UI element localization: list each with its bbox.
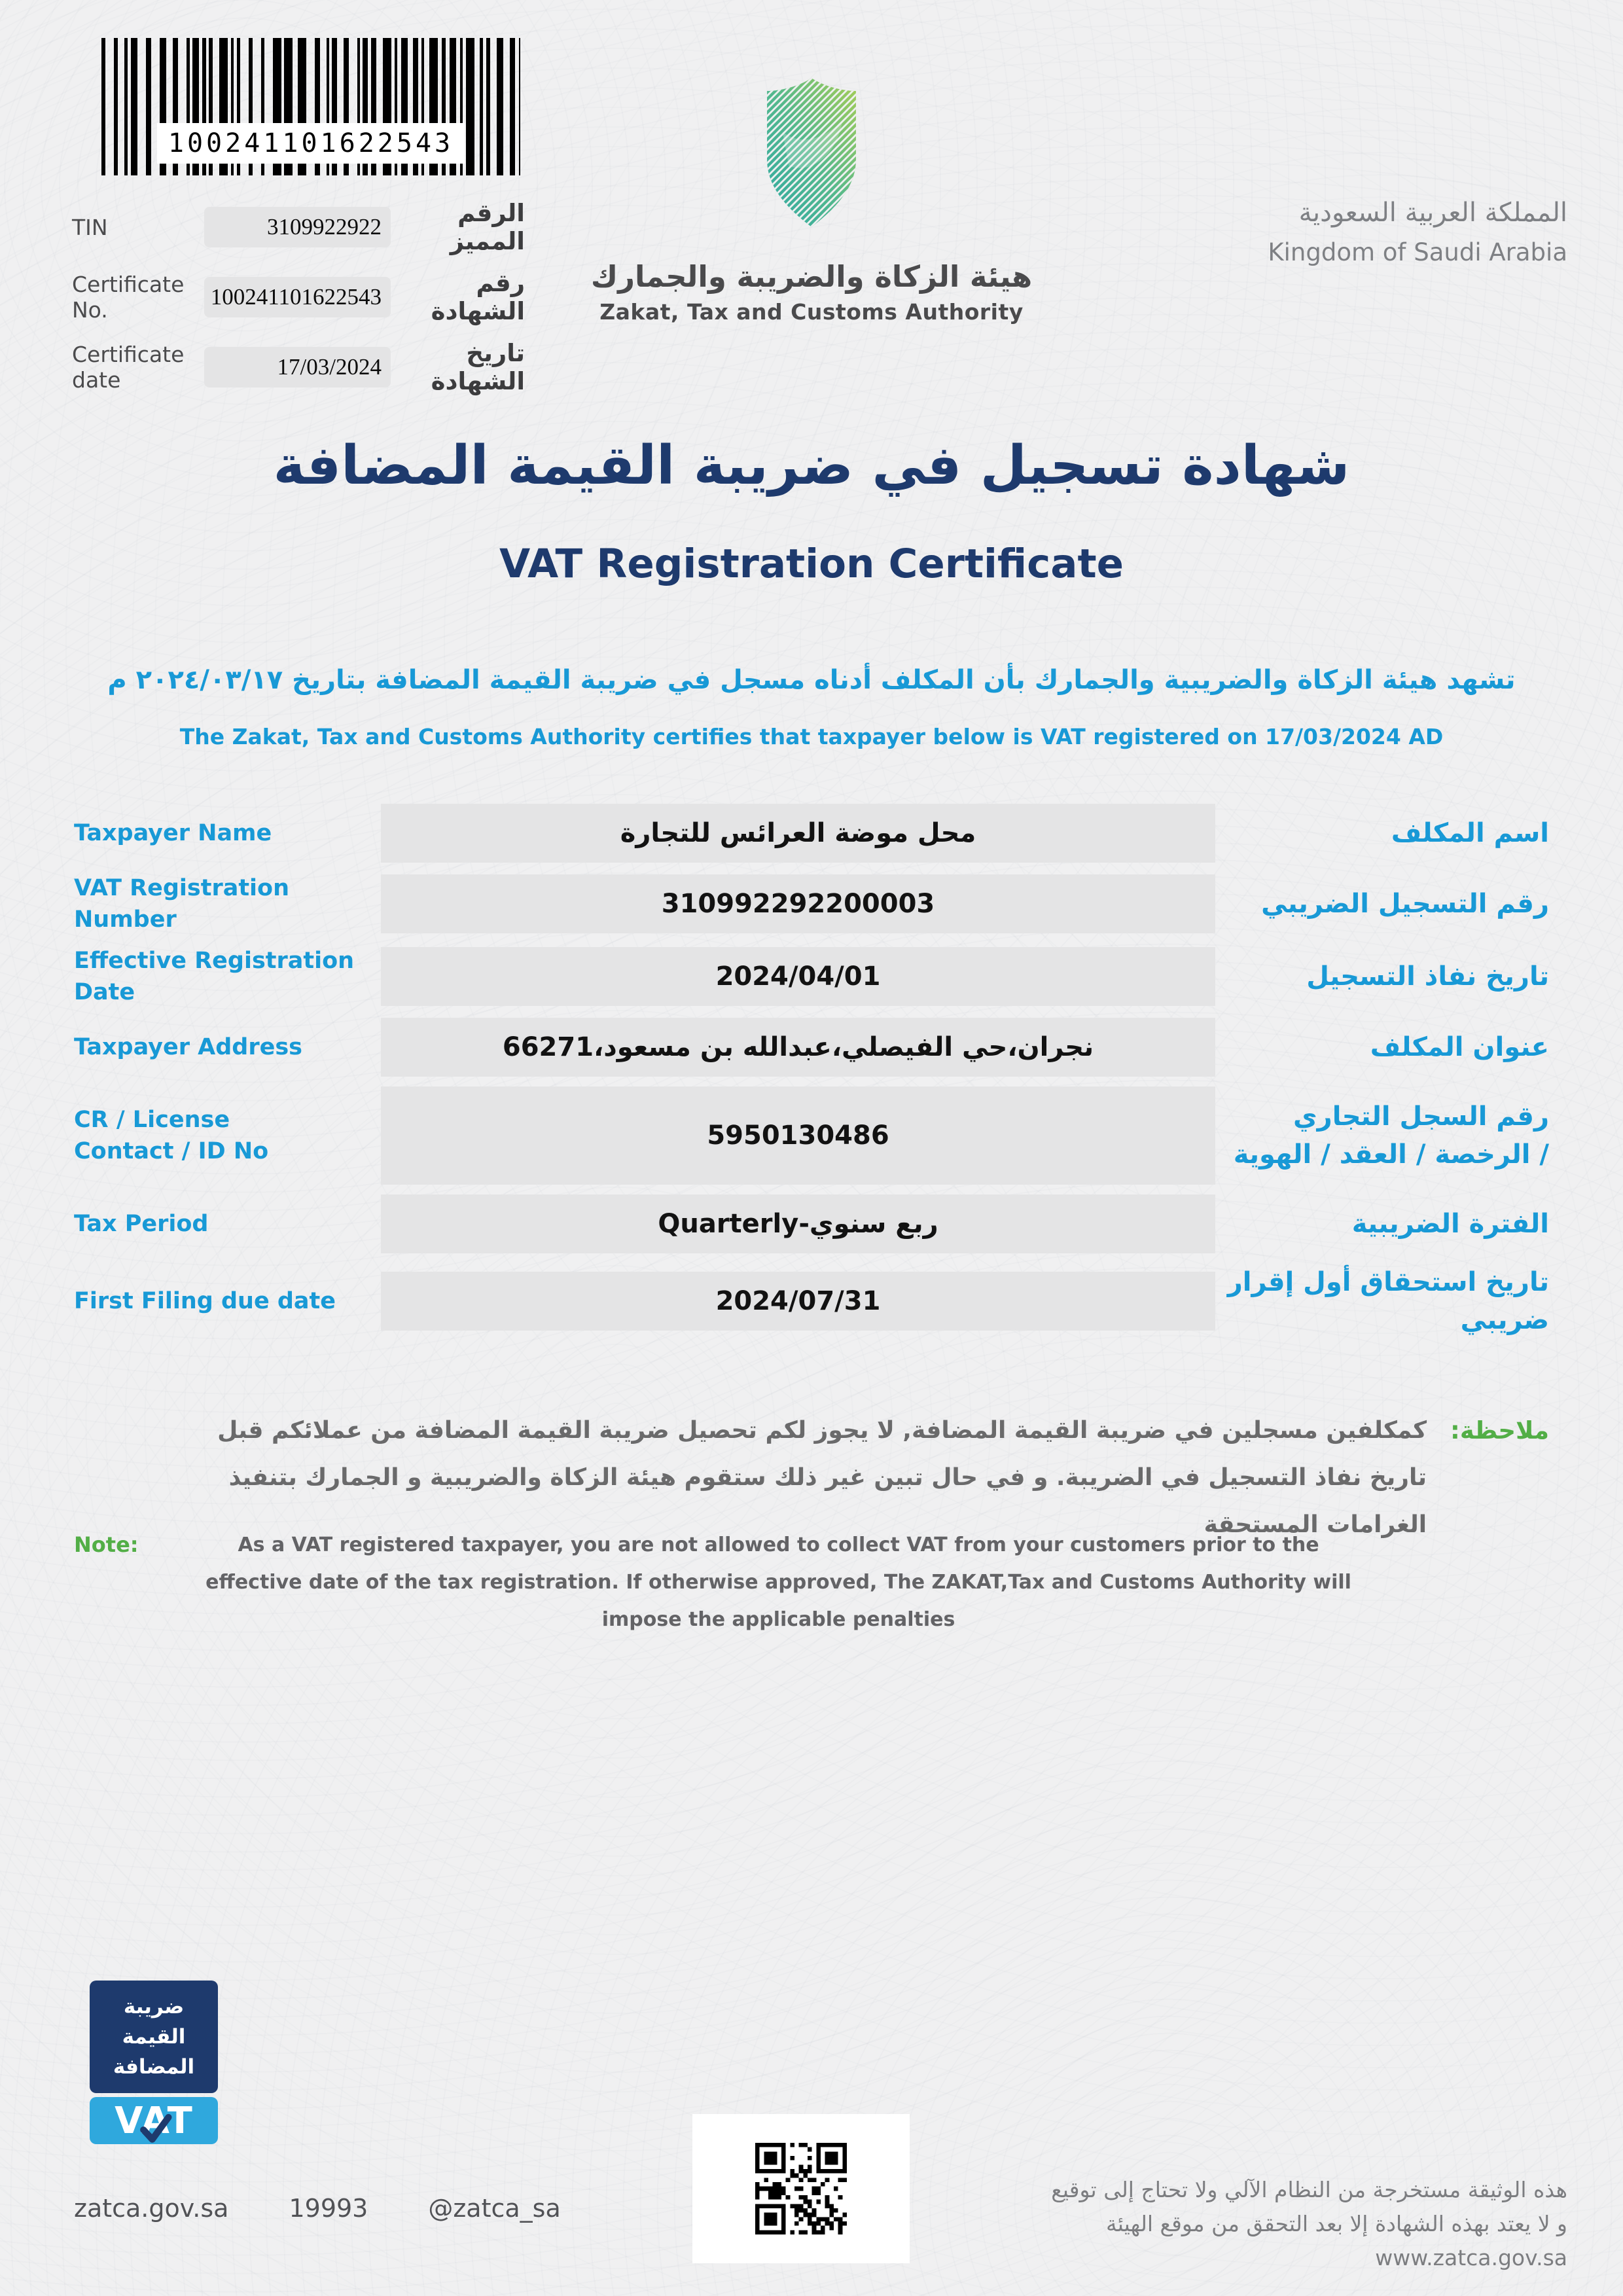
vat-logo-arabic-box bbox=[90, 1981, 218, 2093]
row-value-box bbox=[381, 874, 1215, 933]
kingdom-name-en: Kingdom of Saudi Arabia bbox=[1268, 238, 1567, 266]
barcode-number-plate bbox=[157, 123, 465, 164]
note-text-ar: كمكلفين مسجلين في ضريبة القيمة المضافة, لا يجوز لكم تحصيل ضريبة القيمة المضافة من عملائكم قبل تاريخ نفاذ التسجيل في الضريبة. و في حال تبين غير ذلك ستقوم هيئة الزكاة والضريبية و الجمارك بتنفيذ الغرامات المستحقة bbox=[217, 1417, 1427, 1538]
tin-value: 3109922922 bbox=[267, 214, 382, 240]
certificate-date-value-box bbox=[204, 347, 391, 387]
kingdom-name-ar: المملكة العربية السعودية bbox=[1298, 198, 1567, 228]
certification-statement-en: The Zakat, Tax and Customs Authority certifies that taxpayer below is VAT registered on 17/03/2024 AD bbox=[179, 724, 1444, 749]
table-row bbox=[0, 1086, 1623, 1185]
footer-website: zatca.gov.sa bbox=[74, 2194, 229, 2223]
row-value: ربع سنوي-Quarterly bbox=[658, 1209, 938, 1239]
certificate-meta bbox=[72, 199, 525, 417]
tin-label-en: TIN bbox=[72, 214, 108, 240]
table-row bbox=[0, 872, 1623, 935]
footer-disclaimer-line2: و لا يعتد بهذه الشهادة إلا بعد التحقق من موقع الهيئة bbox=[1106, 2211, 1567, 2236]
certification-statement-ar: تشهد هيئة الزكاة والضريبية والجمارك بأن المكلف أدناه مسجل في ضريبة القيمة المضافة بتاريخ ٢٠٢٤/٠٣/١٧ م bbox=[107, 665, 1516, 695]
vat-logo-line1: ضريبة bbox=[123, 1995, 185, 2018]
vat-logo-text: VAT bbox=[115, 2099, 193, 2142]
certificate-no-label-en: Certificate No. bbox=[72, 272, 185, 323]
row-label-en: Taxpayer Address bbox=[74, 1034, 303, 1060]
checkmark-icon bbox=[137, 2111, 173, 2147]
row-value: 5950130486 bbox=[707, 1121, 889, 1151]
row-label-ar: تاريخ نفاذ التسجيل bbox=[1306, 961, 1549, 992]
zatca-shield-icon bbox=[760, 73, 863, 232]
row-label-en: First Filing due date bbox=[74, 1288, 336, 1314]
row-value: محل موضة العرائس للتجارة bbox=[620, 818, 976, 848]
note-label-en: Note: bbox=[74, 1532, 139, 1557]
row-label-ar: رقم السجل التجاري / الرخصة / العقد / الهوية bbox=[1233, 1102, 1549, 1170]
vat-logo-line3: المضافة bbox=[113, 2055, 195, 2079]
barcode bbox=[101, 38, 520, 175]
vat-logo-badge bbox=[90, 2097, 218, 2144]
barcode-value: 100241101622543 bbox=[168, 128, 454, 158]
meta-row-certificate-no bbox=[72, 269, 525, 325]
row-value: 2024/07/31 bbox=[715, 1286, 881, 1316]
row-value-box bbox=[381, 1194, 1215, 1253]
taxpayer-details-table bbox=[0, 804, 1623, 1349]
footer-phone: 19993 bbox=[289, 2194, 368, 2223]
certificate-date-label-en: Certificate date bbox=[72, 342, 185, 393]
row-value-box bbox=[381, 947, 1215, 1006]
row-label-ar: تاريخ استحقاق أول إقرار ضريبي bbox=[1227, 1267, 1549, 1335]
row-label-ar: رقم التسجيل الضريبي bbox=[1261, 889, 1549, 919]
certificate-no-label-ar: رقم الشهادة bbox=[431, 269, 525, 325]
meta-row-tin bbox=[72, 199, 525, 255]
row-label-en: Taxpayer Name bbox=[74, 820, 272, 846]
row-label-en: Effective Registration Date bbox=[74, 948, 355, 1005]
row-value-box bbox=[381, 804, 1215, 863]
note-text-en: As a VAT registered taxpayer, you are not allowed to collect VAT from your customers prior to the effective date of the tax registration. If otherwise approved, The ZAKAT,Tax and Customs Authority will impose the applicable penalties bbox=[205, 1534, 1351, 1631]
row-value: 310992292200003 bbox=[661, 889, 935, 919]
qr-code-icon bbox=[755, 2143, 847, 2234]
certificate-no-value: 100241101622543 bbox=[210, 284, 382, 310]
kingdom-block bbox=[1268, 198, 1567, 266]
table-row bbox=[0, 945, 1623, 1008]
table-row bbox=[0, 1263, 1623, 1339]
table-row bbox=[0, 804, 1623, 863]
row-label-ar: عنوان المكلف bbox=[1370, 1032, 1549, 1062]
footer-site-url: www.zatca.gov.sa bbox=[1375, 2245, 1567, 2270]
certificate-date-label-ar: تاريخ الشهادة bbox=[431, 339, 525, 395]
tin-value-box bbox=[204, 207, 391, 247]
row-label-ar: الفترة الضريبية bbox=[1351, 1209, 1549, 1239]
vat-logo-line2: القيمة bbox=[122, 2025, 186, 2049]
tin-label-ar: الرقم المميز bbox=[450, 199, 525, 255]
row-value-box bbox=[381, 1018, 1215, 1077]
table-row bbox=[0, 1018, 1623, 1077]
authority-name-en: Zakat, Tax and Customs Authority bbox=[599, 299, 1024, 325]
footer-social-handle: @zatca_sa bbox=[428, 2194, 561, 2223]
row-value-box bbox=[381, 1272, 1215, 1331]
note-english bbox=[74, 1526, 1549, 1638]
row-value: نجران،حي الفيصلي،عبدالله بن مسعود،66271 bbox=[502, 1032, 1094, 1062]
authority-name-ar: هيئة الزكاة والضريبة والجمارك bbox=[590, 259, 1033, 294]
row-label-en: CR / License Contact / ID No bbox=[74, 1107, 269, 1164]
certificate-date-value: 17/03/2024 bbox=[277, 354, 382, 380]
footer-disclaimer-line1: هذه الوثيقة مستخرجة من النظام الآلي ولا تحتاج إلى توقيع bbox=[1051, 2177, 1567, 2202]
row-label-ar: اسم المكلف bbox=[1391, 818, 1549, 848]
page-title-en: VAT Registration Certificate bbox=[499, 541, 1124, 587]
qr-panel bbox=[692, 2114, 910, 2263]
note-label-ar: ملاحظة: bbox=[1450, 1416, 1549, 1444]
row-value-box bbox=[381, 1086, 1215, 1185]
row-value: 2024/04/01 bbox=[715, 961, 881, 992]
meta-row-certificate-date bbox=[72, 339, 525, 395]
zatca-logo bbox=[590, 73, 1033, 325]
footer-contacts bbox=[74, 2194, 561, 2223]
footer-disclaimer bbox=[1051, 2173, 1567, 2275]
vat-logo bbox=[90, 1981, 218, 2144]
row-label-en: Tax Period bbox=[74, 1211, 209, 1237]
table-row bbox=[0, 1194, 1623, 1253]
row-label-en: VAT Registration Number bbox=[74, 875, 290, 933]
page-title-ar: شهادة تسجيل في ضريبة القيمة المضافة bbox=[273, 435, 1350, 497]
certificate-no-value-box bbox=[204, 277, 391, 317]
